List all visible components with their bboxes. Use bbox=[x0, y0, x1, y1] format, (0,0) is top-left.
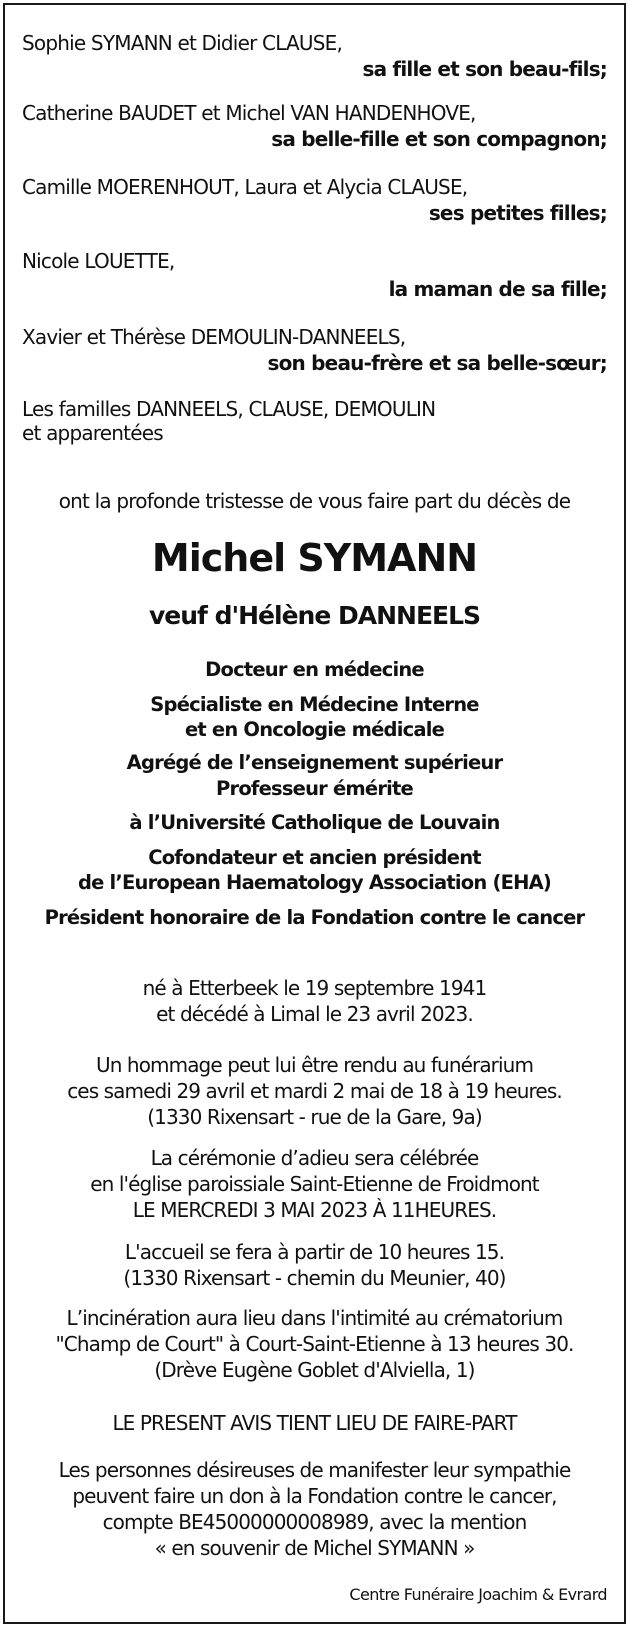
families-line: et apparentées bbox=[22, 421, 163, 445]
title-line: Président honoraire de la Fondation contre le cancer bbox=[44, 906, 585, 929]
hommage-line: Un hommage peut lui être rendu au funérarium bbox=[95, 1053, 534, 1077]
title-line: de l’European Haematology Association (EHA) bbox=[77, 871, 552, 894]
family-member-name: Camille MOERENHOUT, Laura et Alycia CLAUSE, bbox=[22, 175, 468, 199]
cremation-line: "Champ de Court" à Court-Saint-Etienne à 13 heures 30. bbox=[55, 1332, 574, 1356]
donation-line: compte BE45000000008989, avec la mention bbox=[102, 1510, 527, 1534]
family-member-role: sa fille et son beau-fils; bbox=[362, 57, 607, 81]
family-member-name: Catherine BAUDET et Michel VAN HANDENHOVE, bbox=[22, 101, 476, 125]
funeral-home-credit: Centre Funéraire Joachim & Evrard bbox=[349, 1585, 607, 1604]
family-member-role: sa belle-fille et son compagnon; bbox=[271, 127, 607, 151]
title-line: Docteur en médecine bbox=[205, 658, 424, 681]
family-member-name: Xavier et Thérèse DEMOULIN-DANNEELS, bbox=[22, 325, 406, 349]
ceremony-line: LE MERCREDI 3 MAI 2023 À 11HEURES. bbox=[132, 1198, 497, 1222]
donation-line: « en souvenir de Michel SYMANN » bbox=[154, 1536, 475, 1560]
family-member-name: Nicole LOUETTE, bbox=[22, 249, 175, 273]
families-line: Les familles DANNEELS, CLAUSE, DEMOULIN bbox=[22, 397, 436, 421]
reception-line: (1330 Rixensart - chemin du Meunier, 40) bbox=[123, 1266, 506, 1290]
title-line: et en Oncologie médicale bbox=[185, 718, 444, 741]
title-line: Spécialiste en Médecine Interne bbox=[150, 693, 479, 716]
death-line: et décédé à Limal le 23 avril 2023. bbox=[156, 1002, 473, 1026]
hommage-line: (1330 Rixensart - rue de la Gare, 9a) bbox=[147, 1105, 482, 1129]
title-line: à l’Université Catholique de Louvain bbox=[129, 811, 500, 834]
birth-line: né à Etterbeek le 19 septembre 1941 bbox=[142, 976, 487, 1000]
cremation-line: L’incinération aura lieu dans l'intimité au crématorium bbox=[66, 1306, 563, 1330]
family-member-role: la maman de sa fille; bbox=[388, 277, 607, 301]
notice-line: LE PRESENT AVIS TIENT LIEU DE FAIRE-PART bbox=[112, 1411, 517, 1435]
hommage-line: ces samedi 29 avril et mardi 2 mai de 18 à 19 heures. bbox=[67, 1079, 562, 1103]
cremation-line: (Drève Eugène Goblet d'Alviella, 1) bbox=[154, 1358, 475, 1382]
family-member-role: son beau-frère et sa belle-sœur; bbox=[267, 351, 607, 375]
title-line: Cofondateur et ancien président bbox=[148, 846, 481, 869]
intro-text: ont la profonde tristesse de vous faire part du décès de bbox=[58, 489, 571, 513]
obituary-notice bbox=[3, 3, 626, 1624]
donation-line: Les personnes désireuses de manifester leur sympathie bbox=[58, 1458, 571, 1482]
ceremony-line: La cérémonie d’adieu sera célébrée bbox=[150, 1146, 479, 1170]
donation-line: peuvent faire un don à la Fondation contre le cancer, bbox=[72, 1484, 557, 1508]
family-member-role: ses petites filles; bbox=[428, 201, 607, 225]
family-member-name: Sophie SYMANN et Didier CLAUSE, bbox=[22, 31, 343, 55]
deceased-name: Michel SYMANN bbox=[151, 536, 478, 580]
title-line: Professeur émérite bbox=[216, 777, 413, 800]
widower-line: veuf d'Hélène DANNEELS bbox=[148, 601, 481, 630]
ceremony-line: en l'église paroissiale Saint-Etienne de Froidmont bbox=[90, 1172, 539, 1196]
reception-line: L'accueil se fera à partir de 10 heures 15. bbox=[124, 1240, 505, 1264]
title-line: Agrégé de l’enseignement supérieur bbox=[126, 751, 503, 774]
